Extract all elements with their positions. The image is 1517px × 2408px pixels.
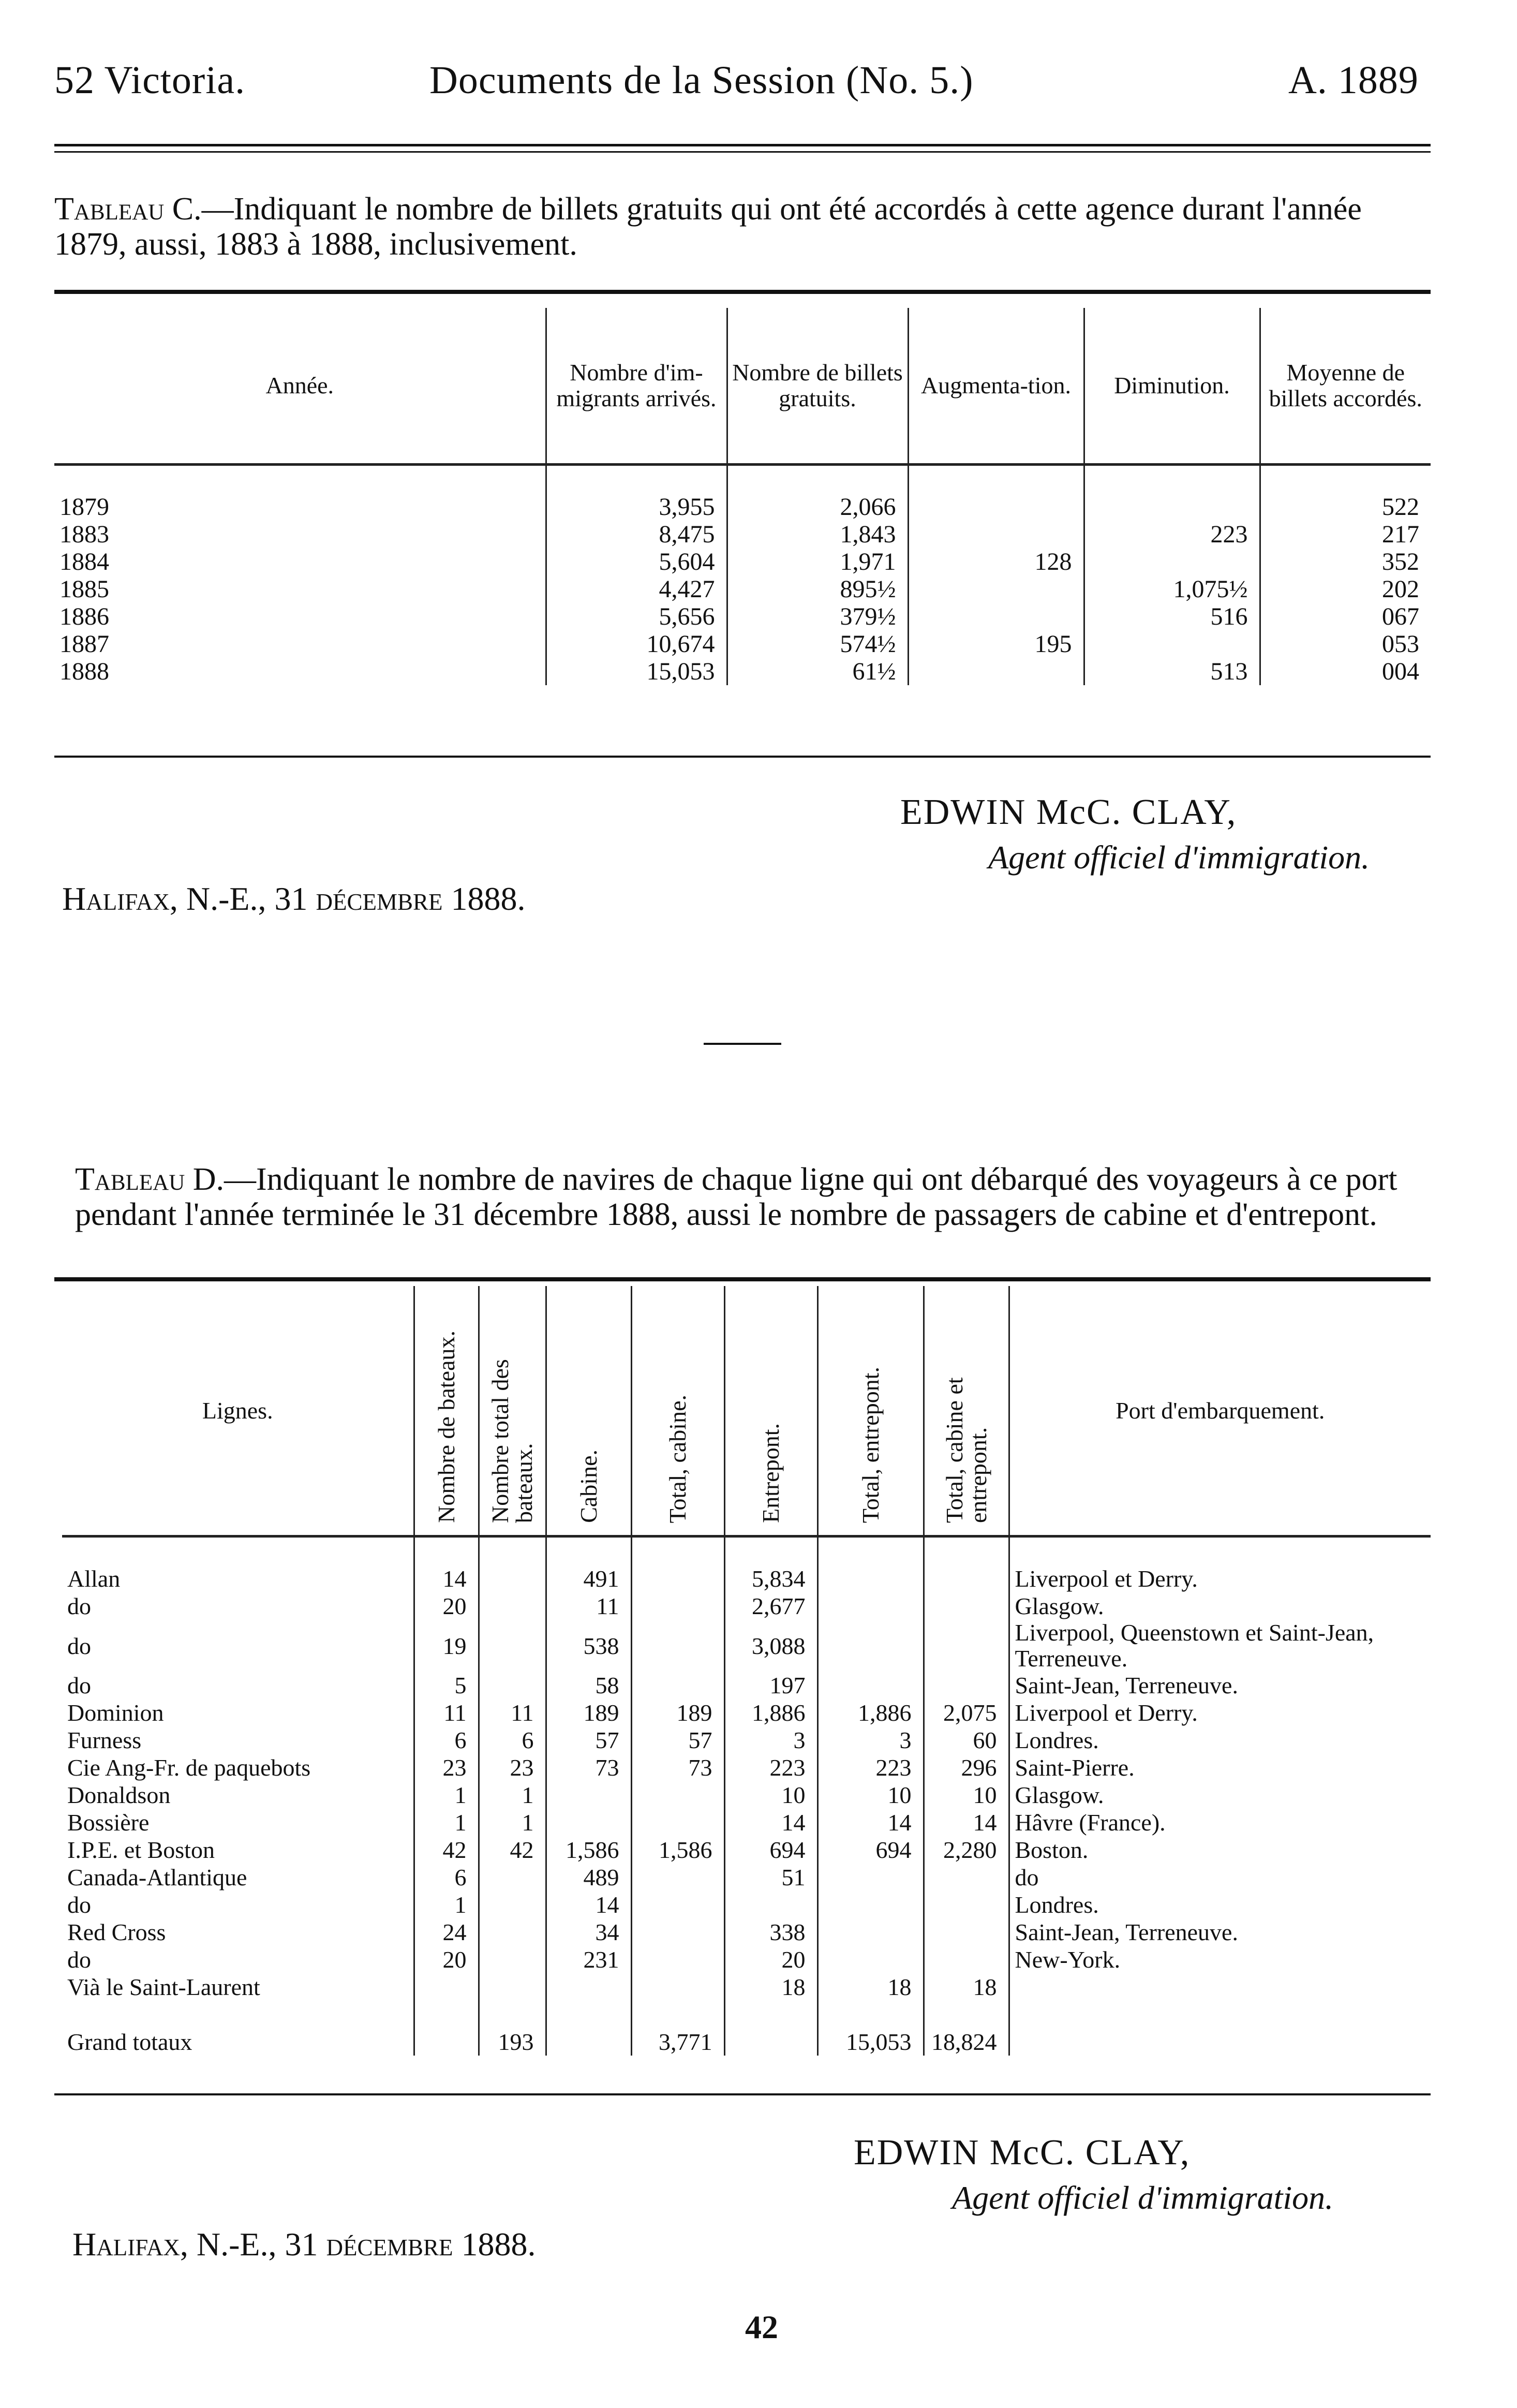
cell-year: 1888 bbox=[60, 658, 109, 685]
cell-bateaux: 6 bbox=[414, 1726, 479, 1754]
cell-total bbox=[924, 1620, 1009, 1672]
cell-port: Glasgow. bbox=[1009, 1781, 1431, 1809]
cell-ligne: Dominion bbox=[67, 1700, 164, 1726]
cell-augmentation bbox=[908, 575, 1084, 603]
table-c-body bbox=[54, 465, 1431, 686]
cell-immigrants: 5,604 bbox=[546, 548, 727, 575]
cell-total bbox=[924, 1918, 1009, 1946]
col-immigrants: Nombre d'im-migrants arrivés. bbox=[546, 308, 727, 465]
cell-bateaux: 23 bbox=[414, 1754, 479, 1781]
cell-augmentation bbox=[908, 521, 1084, 548]
total-total-entrepont: 15,053 bbox=[817, 2028, 924, 2056]
table-c-header-row bbox=[54, 308, 1431, 465]
total-total-bateaux: 193 bbox=[479, 2028, 546, 2056]
table-d bbox=[62, 1286, 1431, 2056]
cell-cabine: 1,586 bbox=[546, 1836, 631, 1864]
cell-bateaux: 11 bbox=[414, 1699, 479, 1726]
col-entrepont: Entrepont. bbox=[757, 1423, 784, 1523]
col-annee: Année. bbox=[265, 372, 334, 398]
table-row bbox=[62, 1973, 1431, 2001]
cell-total: 2,280 bbox=[924, 1836, 1009, 1864]
cell-ligne: Cie Ang-Fr. de paquebots bbox=[67, 1754, 311, 1781]
cell-port: Londres. bbox=[1009, 1726, 1431, 1754]
table-row bbox=[62, 1891, 1431, 1918]
cell-entrepont: 1,886 bbox=[724, 1699, 817, 1726]
cell-bateaux: 24 bbox=[414, 1918, 479, 1946]
cell-total bbox=[924, 1891, 1009, 1918]
col-total-cabine: Total, cabine. bbox=[664, 1394, 691, 1523]
table-row bbox=[54, 575, 1431, 603]
cell-total-bateaux: 23 bbox=[479, 1754, 546, 1781]
cell-bateaux: 19 bbox=[414, 1620, 479, 1672]
cell-moyenne: 067 bbox=[1260, 603, 1431, 630]
cell-moyenne: 053 bbox=[1260, 630, 1431, 658]
cell-total-bateaux bbox=[479, 1592, 546, 1620]
cell-moyenne: 202 bbox=[1260, 575, 1431, 603]
cell-bateaux: 6 bbox=[414, 1864, 479, 1891]
cell-immigrants: 10,674 bbox=[546, 630, 727, 658]
table-d-signature-name: EDWIN McC. CLAY, bbox=[854, 2133, 1191, 2173]
table-d-caption-text: —Indiquant le nombre de navires de chaque ligne qui ont débarqué des voyageurs à ce port pendant l'année terminée le 31 décembre 1888, aussi le nombre de passagers de cabine et d'entrepont. bbox=[75, 1162, 1397, 1232]
cell-moyenne: 522 bbox=[1260, 493, 1431, 521]
cell-total-entrepont bbox=[817, 1891, 924, 1918]
cell-total-cabine: 57 bbox=[631, 1726, 724, 1754]
cell-bateaux: 1 bbox=[414, 1781, 479, 1809]
cell-immigrants: 4,427 bbox=[546, 575, 727, 603]
col-port: Port d'embarquement. bbox=[1009, 1286, 1431, 1537]
cell-entrepont: 338 bbox=[724, 1918, 817, 1946]
cell-total-entrepont bbox=[817, 1672, 924, 1699]
cell-port: do bbox=[1009, 1864, 1431, 1891]
cell-entrepont: 694 bbox=[724, 1836, 817, 1864]
table-d-signature-title: Agent officiel d'immigration. bbox=[952, 2179, 1334, 2216]
cell-augmentation bbox=[908, 493, 1084, 521]
cell-port: Saint-Jean, Terreneuve. bbox=[1009, 1918, 1431, 1946]
total-total: 18,824 bbox=[924, 2028, 1009, 2056]
col-total-entrepont: Total, entrepont. bbox=[857, 1366, 884, 1523]
table-d-place-date: Halifax, N.-E., 31 décembre 1888. bbox=[72, 2226, 536, 2263]
cell-entrepont: 14 bbox=[724, 1809, 817, 1836]
cell-total bbox=[924, 1946, 1009, 1973]
section-separator bbox=[704, 1043, 781, 1045]
table-d-header-row bbox=[62, 1286, 1431, 1537]
cell-cabine: 34 bbox=[546, 1918, 631, 1946]
cell-bateaux bbox=[414, 1973, 479, 2001]
table-d-bottom-rule bbox=[54, 2093, 1431, 2095]
table-c-bottom-rule bbox=[54, 756, 1431, 758]
cell-entrepont: 2,677 bbox=[724, 1592, 817, 1620]
cell-port: New-York. bbox=[1009, 1946, 1431, 1973]
cell-diminution bbox=[1084, 493, 1260, 521]
cell-entrepont: 18 bbox=[724, 1973, 817, 2001]
cell-port: Glasgow. bbox=[1009, 1592, 1431, 1620]
cell-billets: 1,971 bbox=[727, 548, 908, 575]
cell-total-bateaux bbox=[479, 1864, 546, 1891]
cell-cabine: 231 bbox=[546, 1946, 631, 1973]
cell-total-bateaux bbox=[479, 1565, 546, 1592]
cell-diminution: 513 bbox=[1084, 658, 1260, 685]
table-row bbox=[54, 493, 1431, 521]
cell-total-entrepont: 10 bbox=[817, 1781, 924, 1809]
cell-entrepont: 20 bbox=[724, 1946, 817, 1973]
table-d-caption bbox=[75, 1162, 1431, 1232]
col-cabine: Cabine. bbox=[575, 1450, 602, 1523]
cell-cabine bbox=[546, 1809, 631, 1836]
table-row bbox=[62, 1946, 1431, 1973]
cell-total-cabine: 73 bbox=[631, 1754, 724, 1781]
cell-total-bateaux bbox=[479, 1973, 546, 2001]
cell-total-entrepont bbox=[817, 1620, 924, 1672]
cell-bateaux: 20 bbox=[414, 1946, 479, 1973]
cell-total-cabine bbox=[631, 1592, 724, 1620]
cell-moyenne: 004 bbox=[1260, 658, 1431, 685]
col-augmentation: Augmenta-tion. bbox=[908, 308, 1084, 465]
cell-total-bateaux: 11 bbox=[479, 1699, 546, 1726]
cell-year: 1884 bbox=[60, 548, 109, 575]
header-document-title: Documents de la Session (No. 5.) bbox=[429, 58, 974, 102]
table-c-caption-lead: Tableau C. bbox=[54, 191, 202, 227]
cell-entrepont: 10 bbox=[724, 1781, 817, 1809]
cell-total-cabine bbox=[631, 1918, 724, 1946]
cell-entrepont: 3 bbox=[724, 1726, 817, 1754]
cell-year: 1883 bbox=[60, 521, 109, 548]
cell-total-bateaux: 1 bbox=[479, 1781, 546, 1809]
cell-port: Liverpool et Derry. bbox=[1009, 1565, 1431, 1592]
cell-total-entrepont: 694 bbox=[817, 1836, 924, 1864]
cell-total-cabine: 189 bbox=[631, 1699, 724, 1726]
cell-cabine: 489 bbox=[546, 1864, 631, 1891]
cell-total-entrepont bbox=[817, 1565, 924, 1592]
total-label: Grand totaux bbox=[67, 2029, 192, 2055]
cell-moyenne: 217 bbox=[1260, 521, 1431, 548]
cell-ligne: Red Cross bbox=[67, 1919, 166, 1945]
cell-billets: 574½ bbox=[727, 630, 908, 658]
cell-bateaux: 1 bbox=[414, 1809, 479, 1836]
cell-augmentation bbox=[908, 603, 1084, 630]
table-row bbox=[62, 1620, 1431, 1672]
cell-port: Boston. bbox=[1009, 1836, 1431, 1864]
cell-cabine bbox=[546, 1781, 631, 1809]
table-c-top-rule bbox=[54, 290, 1431, 294]
cell-total-entrepont bbox=[817, 1946, 924, 1973]
cell-total bbox=[924, 1672, 1009, 1699]
total-total-cabine: 3,771 bbox=[631, 2028, 724, 2056]
table-c-signature-title: Agent officiel d'immigration. bbox=[988, 839, 1370, 876]
table-row bbox=[62, 1864, 1431, 1891]
cell-diminution: 516 bbox=[1084, 603, 1260, 630]
cell-year: 1886 bbox=[60, 603, 109, 630]
table-c-place-date: Halifax, N.-E., 31 décembre 1888. bbox=[62, 880, 526, 917]
cell-total-entrepont bbox=[817, 1864, 924, 1891]
cell-entrepont: 3,088 bbox=[724, 1620, 817, 1672]
header-session-left: 52 Victoria. bbox=[54, 58, 246, 102]
cell-ligne: do bbox=[67, 1593, 91, 1619]
cell-ligne: do bbox=[67, 1946, 91, 1973]
cell-ligne: Furness bbox=[67, 1727, 142, 1753]
cell-billets: 61½ bbox=[727, 658, 908, 685]
table-row bbox=[54, 658, 1431, 685]
table-row bbox=[62, 1836, 1431, 1864]
cell-total-cabine bbox=[631, 1809, 724, 1836]
cell-cabine: 491 bbox=[546, 1565, 631, 1592]
cell-port bbox=[1009, 1973, 1431, 2001]
header-year-right: A. 1889 bbox=[1288, 58, 1419, 102]
col-total-bateaux: Nombre total des bateaux. bbox=[487, 1359, 537, 1523]
table-row bbox=[62, 1672, 1431, 1699]
cell-ligne: Vià le Saint-Laurent bbox=[67, 1974, 260, 2000]
cell-total bbox=[924, 1592, 1009, 1620]
cell-total-entrepont bbox=[817, 1592, 924, 1620]
cell-total-bateaux: 42 bbox=[479, 1836, 546, 1864]
page-number: 42 bbox=[745, 2309, 778, 2345]
col-billets: Nombre de billets gratuits. bbox=[727, 308, 908, 465]
cell-total-cabine bbox=[631, 1864, 724, 1891]
cell-entrepont bbox=[724, 1891, 817, 1918]
cell-total-bateaux: 1 bbox=[479, 1809, 546, 1836]
cell-total: 2,075 bbox=[924, 1699, 1009, 1726]
table-c-caption bbox=[54, 191, 1431, 262]
cell-total: 10 bbox=[924, 1781, 1009, 1809]
cell-moyenne: 352 bbox=[1260, 548, 1431, 575]
table-d-body bbox=[62, 1537, 1431, 2056]
cell-total-cabine bbox=[631, 1946, 724, 1973]
table-row bbox=[62, 1565, 1431, 1592]
cell-total-bateaux bbox=[479, 1891, 546, 1918]
cell-cabine: 14 bbox=[546, 1891, 631, 1918]
cell-total-cabine bbox=[631, 1620, 724, 1672]
cell-total-cabine: 1,586 bbox=[631, 1836, 724, 1864]
cell-total-bateaux: 6 bbox=[479, 1726, 546, 1754]
cell-ligne: Canada-Atlantique bbox=[67, 1864, 247, 1890]
table-totals-row bbox=[62, 2028, 1431, 2056]
cell-port: Liverpool, Queenstown et Saint-Jean, Terreneuve. bbox=[1009, 1620, 1431, 1672]
table-row bbox=[54, 603, 1431, 630]
cell-cabine: 538 bbox=[546, 1620, 631, 1672]
cell-augmentation: 195 bbox=[908, 630, 1084, 658]
table-c-caption-text: —Indiquant le nombre de billets gratuits qui ont été accordés à cette agence durant l'année 1879, aussi, 1883 à 1888, inclusivement. bbox=[54, 191, 1362, 262]
cell-port: Liverpool et Derry. bbox=[1009, 1699, 1431, 1726]
cell-cabine: 58 bbox=[546, 1672, 631, 1699]
cell-ligne: do bbox=[67, 1672, 91, 1698]
cell-total-bateaux bbox=[479, 1946, 546, 1973]
col-total-cabine-entrepont: Total, cabine et entrepont. bbox=[941, 1377, 991, 1523]
col-lignes: Lignes. bbox=[202, 1397, 273, 1424]
cell-total-cabine bbox=[631, 1565, 724, 1592]
cell-port: Londres. bbox=[1009, 1891, 1431, 1918]
cell-cabine bbox=[546, 1973, 631, 2001]
cell-total-cabine bbox=[631, 1973, 724, 2001]
cell-billets: 1,843 bbox=[727, 521, 908, 548]
table-row bbox=[62, 1809, 1431, 1836]
cell-entrepont: 5,834 bbox=[724, 1565, 817, 1592]
cell-entrepont: 223 bbox=[724, 1754, 817, 1781]
cell-total-cabine bbox=[631, 1781, 724, 1809]
table-row bbox=[62, 1754, 1431, 1781]
cell-immigrants: 3,955 bbox=[546, 493, 727, 521]
cell-bateaux: 42 bbox=[414, 1836, 479, 1864]
cell-ligne: Bossière bbox=[67, 1809, 150, 1836]
table-c bbox=[54, 308, 1431, 685]
cell-year: 1879 bbox=[60, 493, 109, 521]
cell-immigrants: 8,475 bbox=[546, 521, 727, 548]
cell-port: Saint-Pierre. bbox=[1009, 1754, 1431, 1781]
cell-diminution: 223 bbox=[1084, 521, 1260, 548]
cell-port: Saint-Jean, Terreneuve. bbox=[1009, 1672, 1431, 1699]
cell-total bbox=[924, 1565, 1009, 1592]
table-row bbox=[62, 1726, 1431, 1754]
cell-ligne: Allan bbox=[67, 1565, 121, 1592]
cell-bateaux: 5 bbox=[414, 1672, 479, 1699]
table-row bbox=[62, 1699, 1431, 1726]
cell-cabine: 11 bbox=[546, 1592, 631, 1620]
table-c-signature-name: EDWIN McC. CLAY, bbox=[900, 792, 1237, 832]
cell-bateaux: 1 bbox=[414, 1891, 479, 1918]
table-row bbox=[62, 1918, 1431, 1946]
cell-cabine: 57 bbox=[546, 1726, 631, 1754]
cell-billets: 379½ bbox=[727, 603, 908, 630]
cell-diminution bbox=[1084, 548, 1260, 575]
col-moyenne: Moyenne de billets accordés. bbox=[1260, 308, 1431, 465]
cell-cabine: 73 bbox=[546, 1754, 631, 1781]
table-row bbox=[62, 1781, 1431, 1809]
cell-bateaux: 14 bbox=[414, 1565, 479, 1592]
cell-augmentation: 128 bbox=[908, 548, 1084, 575]
cell-total-entrepont: 14 bbox=[817, 1809, 924, 1836]
cell-total-cabine bbox=[631, 1672, 724, 1699]
cell-total: 18 bbox=[924, 1973, 1009, 2001]
cell-ligne: do bbox=[67, 1892, 91, 1918]
cell-total: 60 bbox=[924, 1726, 1009, 1754]
cell-year: 1887 bbox=[60, 630, 109, 658]
cell-total-bateaux bbox=[479, 1918, 546, 1946]
col-nombre-bateaux: Nombre de bateaux. bbox=[433, 1331, 459, 1523]
table-row bbox=[54, 521, 1431, 548]
cell-ligne: Donaldson bbox=[67, 1782, 171, 1808]
cell-year: 1885 bbox=[60, 575, 109, 603]
cell-total bbox=[924, 1864, 1009, 1891]
header-rule-thin bbox=[54, 151, 1431, 153]
header-rule bbox=[54, 144, 1431, 146]
cell-total-entrepont: 1,886 bbox=[817, 1699, 924, 1726]
cell-entrepont: 51 bbox=[724, 1864, 817, 1891]
cell-augmentation bbox=[908, 658, 1084, 685]
cell-billets: 2,066 bbox=[727, 493, 908, 521]
cell-total-entrepont: 18 bbox=[817, 1973, 924, 2001]
cell-total-entrepont bbox=[817, 1918, 924, 1946]
cell-diminution bbox=[1084, 630, 1260, 658]
cell-immigrants: 15,053 bbox=[546, 658, 727, 685]
cell-total-bateaux bbox=[479, 1672, 546, 1699]
table-row bbox=[54, 548, 1431, 575]
cell-entrepont: 197 bbox=[724, 1672, 817, 1699]
table-d-caption-lead: Tableau D. bbox=[75, 1162, 225, 1197]
cell-diminution: 1,075½ bbox=[1084, 575, 1260, 603]
cell-total-bateaux bbox=[479, 1620, 546, 1672]
cell-total-entrepont: 223 bbox=[817, 1754, 924, 1781]
cell-total-cabine bbox=[631, 1891, 724, 1918]
cell-cabine: 189 bbox=[546, 1699, 631, 1726]
col-diminution: Diminution. bbox=[1084, 308, 1260, 465]
table-row bbox=[54, 630, 1431, 658]
cell-ligne: do bbox=[67, 1632, 91, 1659]
table-row bbox=[62, 1592, 1431, 1620]
cell-total: 296 bbox=[924, 1754, 1009, 1781]
cell-ligne: I.P.E. et Boston bbox=[67, 1837, 215, 1863]
cell-bateaux: 20 bbox=[414, 1592, 479, 1620]
cell-billets: 895½ bbox=[727, 575, 908, 603]
cell-total: 14 bbox=[924, 1809, 1009, 1836]
cell-total-entrepont: 3 bbox=[817, 1726, 924, 1754]
cell-immigrants: 5,656 bbox=[546, 603, 727, 630]
cell-port: Hâvre (France). bbox=[1009, 1809, 1431, 1836]
table-d-top-rule bbox=[54, 1277, 1431, 1281]
